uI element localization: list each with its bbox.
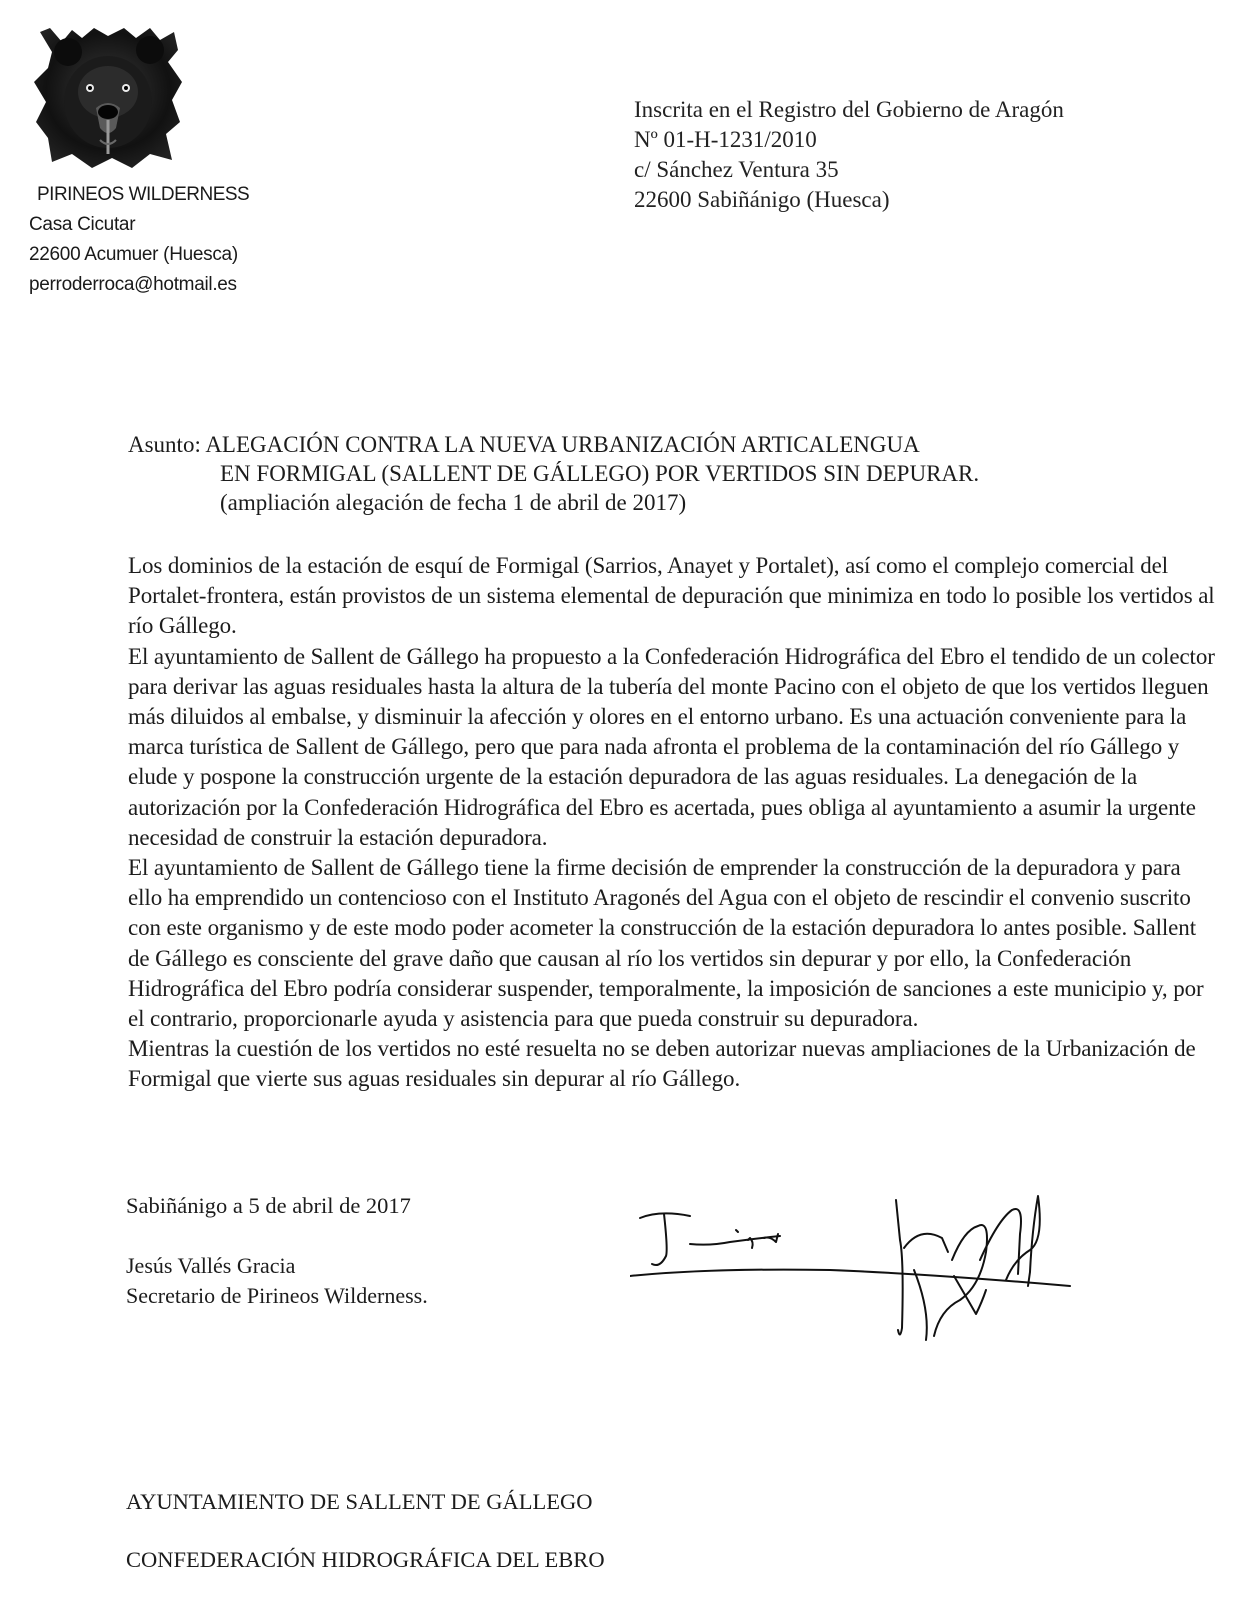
body-paragraph: El ayuntamiento de Sallent de Gállego tiene la firme decisión de emprender la construcción de la depuradora y para ello ha emprendido un contencioso con el Instituto Aragonés del Agua con el objeto de rescindir el convenio suscrito con este organismo y de este modo poder acometer la construcción de la estación depuradora lo antes posible. Sallent de Gállego es consciente del grave daño que causan al río los vertidos sin depurar y por ello, la Confederación Hidrográfica del Ebro podría considerar suspender, temporalmente, la imposición de sanciones a este municipio y, por el contrario, proporcionarle ayuda y asistencia para que pueda construir su depuradora.	[128, 855, 1204, 1032]
subject-line2: EN FORMIGAL (SALLENT DE GÁLLEGO) POR VERTIDOS SIN DEPURAR.	[220, 461, 980, 486]
subject-block	[128, 430, 979, 517]
organization-address-line1: Casa Cicutar	[29, 214, 136, 235]
place-date: Sabiñánigo a 5 de abril de 2017	[126, 1193, 411, 1218]
registry-line3: c/ Sánchez Ventura 35	[634, 157, 839, 182]
organization-address-line2: 22600 Acumuer (Huesca)	[29, 244, 238, 265]
organization-name: PIRINEOS WILDERNESS	[37, 184, 250, 205]
recipient-line: CONFEDERACIÓN HIDROGRÁFICA DEL EBRO	[126, 1547, 605, 1572]
body-paragraph: Mientras la cuestión de los vertidos no esté resuelta no se deben autorizar nuevas ampliaciones de la Urbanización de Formigal que vierte sus aguas residuales sin depurar al río Gállego.	[128, 1036, 1196, 1092]
organization-block	[29, 180, 249, 300]
recipients-block	[126, 1487, 605, 1603]
subject-line3: (ampliación alegación de fecha 1 de abril de 2017)	[220, 490, 687, 515]
registry-block	[634, 95, 1064, 215]
handwritten-signature-icon	[630, 1190, 1090, 1380]
signer-title: Secretario de Pirineos Wilderness.	[126, 1283, 428, 1308]
signer-block	[126, 1251, 428, 1311]
bear-head-logo-icon	[32, 22, 184, 170]
signer-name: Jesús Vallés Gracia	[126, 1253, 296, 1278]
body-paragraph: Los dominios de la estación de esquí de Formigal (Sarrios, Anayet y Portalet), así como el complejo comercial del Portalet-frontera, están provistos de un sistema elemental de depuración que minimiza en todo lo posible los vertidos al río Gállego.	[128, 553, 1215, 639]
subject-line1: Asunto: ALEGACIÓN CONTRA LA NUEVA URBANIZACIÓN ARTICALENGUA	[128, 432, 920, 457]
registry-line4: 22600 Sabiñánigo (Huesca)	[634, 187, 890, 212]
letter-body	[128, 551, 1218, 1095]
registry-line1: Inscrita en el Registro del Gobierno de Aragón	[634, 97, 1064, 122]
registry-line2: Nº 01-H-1231/2010	[634, 127, 817, 152]
recipient-line: AYUNTAMIENTO DE SALLENT DE GÁLLEGO	[126, 1489, 593, 1514]
organization-email: perroderroca@hotmail.es	[29, 274, 237, 295]
body-paragraph: El ayuntamiento de Sallent de Gállego ha propuesto a la Confederación Hidrográfica del Ebro el tendido de un colector para derivar las aguas residuales hasta la altura de la tubería del monte Pacino con el objeto de que los vertidos lleguen más diluidos al embalse, y disminuir la afección y olores en el entorno urbano. Es una actuación conveniente para la marca turística de Sallent de Gállego, pero que para nada afronta el problema de la contaminación del río Gállego y elude y pospone la construcción urgente de la estación depuradora de las aguas residuales. La denegación de la autorización por la Confederación Hidrográfica del Ebro es acertada, pues obliga al ayuntamiento a asumir la urgente necesidad de construir la estación depuradora.	[128, 643, 1215, 850]
